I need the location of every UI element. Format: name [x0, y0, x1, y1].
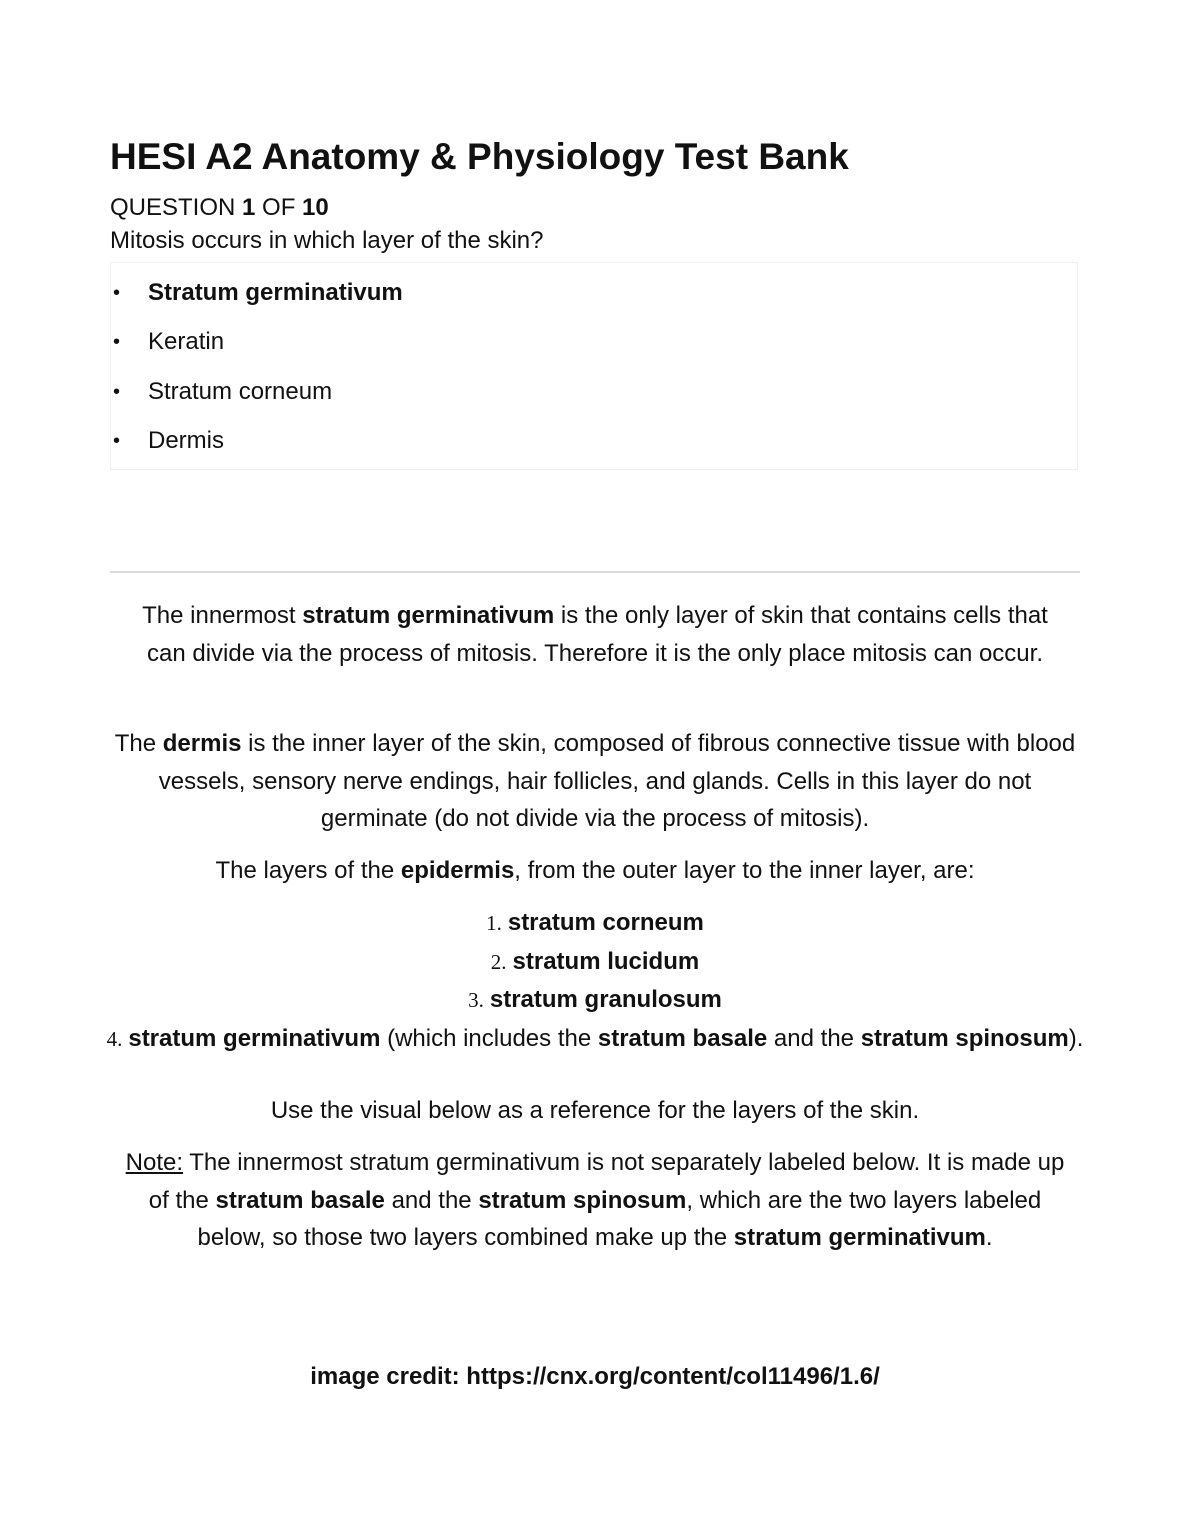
- text-run: The innermost stratum germinativum is not separately labeled below. It is made up of the: [148, 1149, 1065, 1214]
- text-run: and the: [384, 1186, 479, 1214]
- list-number: 2.: [490, 949, 507, 974]
- question-current-number: 1: [242, 194, 256, 221]
- question-total-number: 10: [302, 194, 329, 221]
- visual-reference-text: Use the visual below as a reference for the layers of the skin.: [270, 1097, 920, 1124]
- document-title: HESI A2 Anatomy & Physiology Test Bank: [110, 136, 849, 177]
- epidermis-layer-list: [90, 904, 1100, 1058]
- term-stratum-spinosum: stratum spinosum: [860, 1024, 1069, 1052]
- term-stratum-germinativum: stratum germinativum: [302, 602, 555, 629]
- explanation-paragraph-2: [110, 725, 1080, 838]
- term-dermis: dermis: [162, 730, 242, 757]
- question-text: Mitosis occurs in which layer of the skin?: [110, 227, 544, 254]
- text-run: , which are the two layers labeled below, so those two layers combined make up the: [197, 1186, 1042, 1251]
- term-stratum-spinosum: stratum spinosum: [478, 1186, 687, 1214]
- layer-name: stratum lucidum: [512, 947, 700, 975]
- question-counter-prefix: QUESTION: [110, 194, 236, 221]
- text-run: The innermost: [142, 602, 303, 629]
- bullet-icon: •: [113, 430, 121, 452]
- list-number: 1.: [486, 911, 502, 935]
- layer-name: stratum granulosum: [489, 986, 722, 1013]
- layer-item: [90, 904, 1100, 943]
- bullet-icon: •: [113, 381, 121, 403]
- explanation-paragraph-3: [110, 852, 1080, 890]
- list-number: 3.: [468, 988, 484, 1012]
- question-of-word: OF: [262, 194, 296, 221]
- text-run: (which includes the: [380, 1024, 598, 1052]
- term-stratum-basale: stratum basale: [597, 1024, 768, 1052]
- section-divider: [110, 571, 1080, 573]
- text-run: The layers of the: [215, 857, 401, 884]
- layer-name: stratum germinativum: [128, 1024, 381, 1052]
- term-epidermis: epidermis: [400, 857, 515, 884]
- layer-name: stratum corneum: [507, 909, 704, 936]
- layer-item: [90, 943, 1100, 982]
- answer-label: Stratum corneum: [148, 378, 333, 405]
- question-counter: [110, 192, 329, 224]
- term-stratum-basale: stratum basale: [215, 1186, 385, 1214]
- text-run: , from the outer layer to the inner layer, are:: [514, 857, 975, 884]
- answer-label: Keratin: [148, 328, 225, 355]
- note-paragraph: [110, 1144, 1080, 1257]
- note-label: Note:: [125, 1149, 184, 1176]
- list-number: 4.: [106, 1026, 123, 1051]
- layer-item: [90, 981, 1100, 1020]
- image-credit: image credit: https://cnx.org/content/col11496/1.6/: [310, 1363, 880, 1390]
- layer-item: [90, 1020, 1100, 1059]
- answer-label: Dermis: [148, 427, 224, 454]
- term-stratum-germinativum: stratum germinativum: [733, 1224, 986, 1251]
- text-run: is the only layer of skin that contains cells that can divide via the process of mitosis. Therefore it is the only place mitosis can occur.: [147, 602, 1048, 667]
- text-run: .: [985, 1224, 993, 1251]
- answer-options-box: [110, 262, 1078, 470]
- bullet-icon: •: [113, 282, 121, 304]
- explanation-paragraph-1: [110, 597, 1080, 672]
- text-run: and the: [767, 1024, 861, 1052]
- text-run: The: [114, 730, 163, 757]
- answer-label: Stratum germinativum: [148, 279, 403, 306]
- bullet-icon: •: [113, 331, 121, 353]
- text-run: ).: [1068, 1024, 1084, 1052]
- text-run: is the inner layer of the skin, composed of fibrous connective tissue with blood vessels, sensory nerve endings, hair follicles, and glands. Cells in this layer do not germinate (do not divide via the process of mitosis).: [158, 730, 1076, 832]
